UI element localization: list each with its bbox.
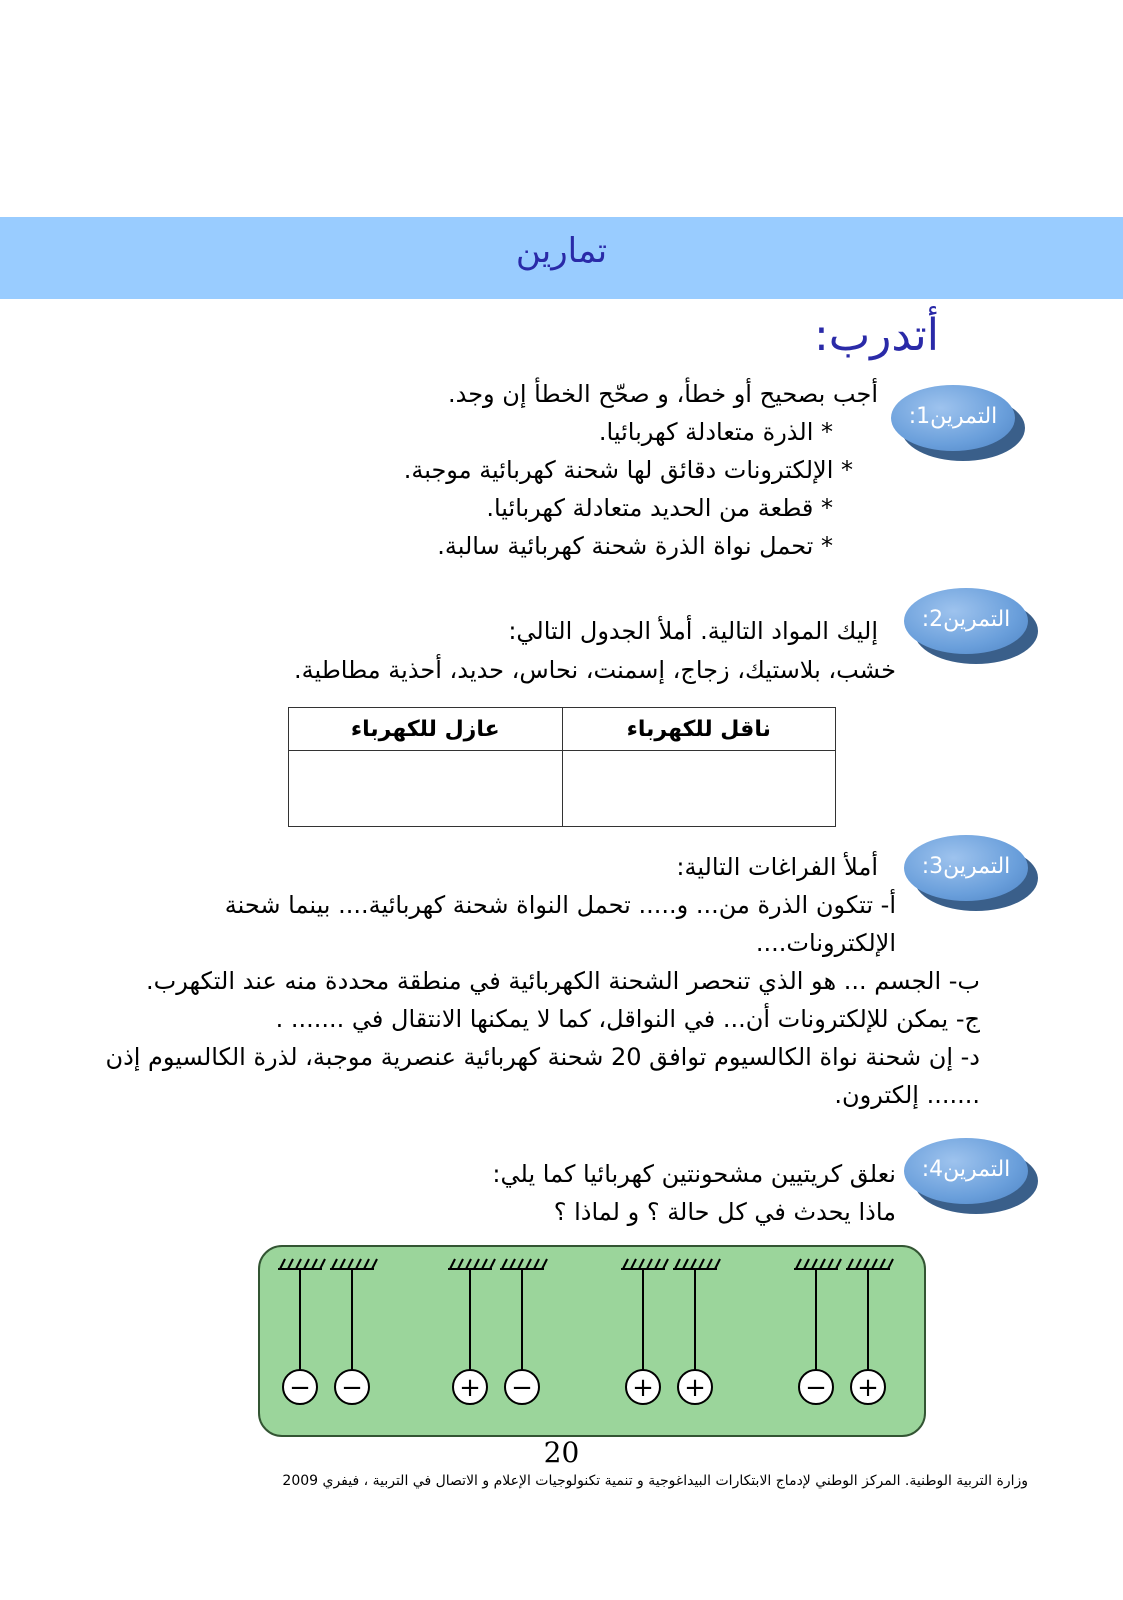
charge-sign: − <box>805 1373 827 1403</box>
support-hatch <box>663 1259 668 1269</box>
table-header-conductor: ناقل للكهرباء <box>562 708 836 751</box>
support-hatch <box>518 1259 523 1269</box>
exercise-1-instruction: أجب بصحيح أو خطأ، و صحّح الخطأ إن وجد. <box>447 380 878 408</box>
support-hatch <box>542 1259 547 1269</box>
support-hatch <box>356 1259 361 1269</box>
support-hatch <box>482 1259 487 1269</box>
support-hatch <box>836 1259 841 1269</box>
exercise-1-item: * الإلكترونات دقائق لها شحنة كهربائية موجبة. <box>403 456 853 484</box>
support-hatch <box>864 1259 869 1269</box>
exercise-3-item-a: أ- تتكون الذرة من... و..... تحمل النواة شحنة كهربائية.... بينما شحنة الإلكترونات.... <box>224 891 896 957</box>
charge-sign: + <box>684 1373 706 1403</box>
support-hatch <box>715 1259 720 1269</box>
support-hatch <box>655 1259 660 1269</box>
exercise-1-item: * تحمل نواة الذرة شحنة كهربائية سالبة. <box>437 532 833 560</box>
support-hatch <box>872 1259 877 1269</box>
charge-sign: − <box>341 1373 363 1403</box>
support-hatch <box>348 1259 353 1269</box>
support-hatch <box>296 1259 301 1269</box>
exercise-4-instruction: نعلق كريتيين مشحونتين كهربائيا كما يلي: <box>492 1160 896 1188</box>
support-hatch <box>340 1259 345 1269</box>
page-title: تمارين <box>515 231 608 271</box>
support-hatch <box>631 1259 636 1269</box>
support-hatch <box>675 1259 680 1269</box>
table-cell-conductor[interactable] <box>562 751 836 827</box>
exercise-1-badge: التمرين1: <box>891 385 1027 457</box>
support-hatch <box>312 1259 317 1269</box>
support-hatch <box>320 1259 325 1269</box>
support-hatch <box>856 1259 861 1269</box>
charge-sign: + <box>459 1373 481 1403</box>
exercise-2-instruction: إليك المواد التالية. أملأ الجدول التالي: <box>508 617 878 645</box>
support-hatch <box>280 1259 285 1269</box>
exercise-3-item-b: ب- الجسم ... هو الذي تنحصر الشحنة الكهربائية في منطقة محددة منه عند التكهرب. <box>146 967 980 995</box>
support-hatch <box>502 1259 507 1269</box>
support-hatch <box>707 1259 712 1269</box>
support-hatch <box>820 1259 825 1269</box>
support-hatch <box>639 1259 644 1269</box>
support-hatch <box>450 1259 455 1269</box>
header-banner <box>0 217 1123 299</box>
exercise-4-badge: التمرين4: <box>904 1138 1040 1210</box>
support-hatch <box>828 1259 833 1269</box>
support-hatch <box>812 1259 817 1269</box>
exercise-4-question: ماذا يحدث في كل حالة ؟ و لماذا ؟ <box>553 1198 896 1226</box>
exercise-3-item-d: د- إن شحنة نواة الكالسيوم توافق 20 شحنة كهربائية عنصرية موجبة، لذرة الكالسيوم إذن ....... إلكترون. <box>105 1043 980 1109</box>
exercise-3-instruction: أملأ الفراغات التالية: <box>676 853 878 881</box>
exercise-2-badge: التمرين2: <box>904 588 1040 660</box>
support-hatch <box>474 1259 479 1269</box>
support-hatch <box>526 1259 531 1269</box>
support-hatch <box>534 1259 539 1269</box>
support-hatch <box>332 1259 337 1269</box>
support-hatch <box>623 1259 628 1269</box>
section-title: أتدرب: <box>813 310 939 361</box>
support-hatch <box>683 1259 688 1269</box>
support-hatch <box>848 1259 853 1269</box>
support-hatch <box>458 1259 463 1269</box>
support-hatch <box>804 1259 809 1269</box>
footer-credit: وزارة التربية الوطنية. المركز الوطني لإدماج الابتكارات البيداغوجية و تنمية تكنولوجيات الإعلام و الاتصال في التربية ، فيفري 2009 <box>282 1473 1028 1489</box>
support-hatch <box>880 1259 885 1269</box>
charge-sign: + <box>632 1373 654 1403</box>
charge-sign: − <box>511 1373 533 1403</box>
page-number: 20 <box>543 1436 580 1469</box>
exercise-1-item: * الذرة متعادلة كهربائيا. <box>598 418 833 446</box>
support-hatch <box>888 1259 893 1269</box>
conductors-table <box>288 707 836 827</box>
exercise-3-item-c: ج- يمكن للإلكترونات أن... في النواقل، كما لا يمكنها الانتقال في ....... . <box>275 1005 980 1033</box>
charge-sign: + <box>857 1373 879 1403</box>
charge-sign: − <box>289 1373 311 1403</box>
support-hatch <box>304 1259 309 1269</box>
support-hatch <box>372 1259 377 1269</box>
exercise-3-badge: التمرين3: <box>904 835 1040 907</box>
pendulum-figure-svg <box>260 1247 924 1435</box>
table-header-insulator: عازل للكهرباء <box>289 708 563 751</box>
support-hatch <box>699 1259 704 1269</box>
support-hatch <box>796 1259 801 1269</box>
support-hatch <box>647 1259 652 1269</box>
support-hatch <box>510 1259 515 1269</box>
support-hatch <box>364 1259 369 1269</box>
exercise-2-materials: خشب، بلاستيك، زجاج، إسمنت، نحاس، حديد، أحذية مطاطية. <box>293 656 896 684</box>
pendulum-figure <box>258 1245 926 1437</box>
exercise-1-item: * قطعة من الحديد متعادلة كهربائيا. <box>486 494 833 522</box>
support-hatch <box>466 1259 471 1269</box>
support-hatch <box>288 1259 293 1269</box>
support-hatch <box>691 1259 696 1269</box>
support-hatch <box>490 1259 495 1269</box>
table-cell-insulator[interactable] <box>289 751 563 827</box>
